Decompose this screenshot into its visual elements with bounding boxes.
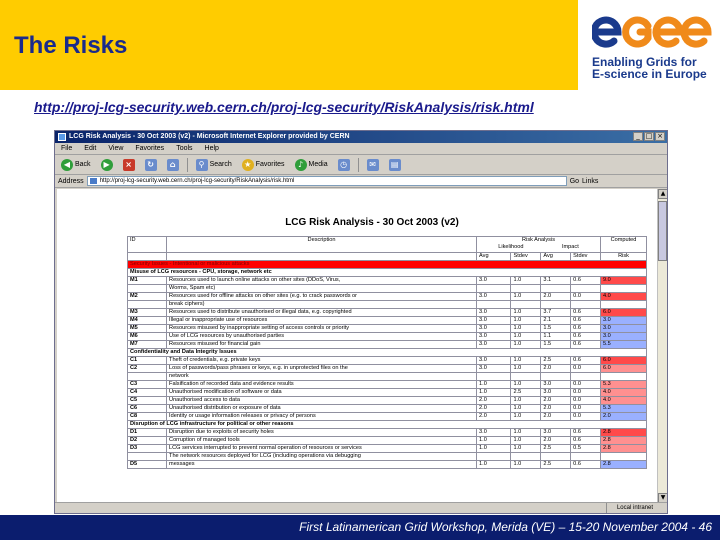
cell-likelihood-stdev: 1.0 (511, 317, 541, 325)
cell-description: Resources used to launch online attacks on other sites (DDoS, Virus, (167, 277, 477, 285)
vertical-scrollbar[interactable] (657, 189, 667, 503)
cell-impact-stdev: 0.0 (571, 365, 601, 373)
cell-likelihood-avg (477, 373, 511, 381)
cell-likelihood-avg: 1.0 (477, 445, 511, 453)
cell-impact-avg: 3.0 (541, 381, 571, 389)
table-subheader-row (128, 253, 647, 261)
cell-impact-avg: 1.5 (541, 341, 571, 349)
table-row (128, 309, 647, 317)
cell-likelihood-avg: 1.0 (477, 381, 511, 389)
star-icon: ★ (242, 159, 254, 171)
menu-edit[interactable]: Edit (84, 145, 97, 152)
cell-description: Corruption of managed tools (167, 437, 477, 445)
table-row (128, 373, 647, 381)
cell-impact-avg: 2.0 (541, 293, 571, 301)
logo-letter-g (626, 20, 648, 44)
cell-impact-avg: 2.0 (541, 405, 571, 413)
cell-likelihood-stdev (511, 453, 541, 461)
cell-id: C8 (128, 413, 167, 421)
cell-impact-avg: 3.7 (541, 309, 571, 317)
cell-description: Falsification of recorded data and evidence results (167, 381, 477, 389)
cell-impact-stdev: 0.0 (571, 413, 601, 421)
cell-id: D3 (128, 445, 167, 453)
menu-favorites[interactable]: Favorites (135, 145, 165, 152)
links-label[interactable]: Links (582, 177, 599, 185)
cell-id: C4 (128, 389, 167, 397)
table-row (128, 421, 647, 429)
cell-description: Unauthorised access to data (167, 397, 477, 405)
cell-impact-avg: 2.0 (541, 437, 571, 445)
table-row (128, 325, 647, 333)
scroll-thumb[interactable] (658, 201, 667, 261)
cell-impact-avg: 1.1 (541, 333, 571, 341)
table-row (128, 365, 647, 373)
menu-view[interactable]: View (108, 145, 124, 152)
refresh-icon: ↻ (145, 159, 157, 171)
search-button[interactable] (194, 157, 234, 173)
media-button[interactable] (293, 157, 330, 173)
cell-description: Loss of passwords/pass phrases or keys, e.g. in unprotected files on the (167, 365, 477, 373)
cell-id: M4 (128, 317, 167, 325)
cell-computed-risk: 2.8 (601, 445, 647, 453)
subheader-blank (128, 253, 167, 261)
cell-impact-stdev: 0.0 (571, 389, 601, 397)
cell-likelihood-stdev: 1.0 (511, 437, 541, 445)
header-computed-risk (601, 237, 647, 253)
cell-description: Identity or usage information releases or privacy of persons (167, 413, 477, 421)
cell-id: M7 (128, 341, 167, 349)
table-row (128, 333, 647, 341)
cell-impact-avg: 1.5 (541, 325, 571, 333)
cell-description: Theft of credentials, e.g. private keys (167, 357, 477, 365)
search-button-label: Search (209, 161, 232, 168)
cell-description: Use of LCG resources by unauthorised parties (167, 333, 477, 341)
table-header-row (128, 237, 647, 253)
cell-likelihood-avg: 1.0 (477, 437, 511, 445)
section-heading: Security Issues - Intentional or malicious attacks (128, 261, 647, 269)
cell-computed-risk: 5.3 (601, 405, 647, 413)
cell-computed-risk: 2.0 (601, 413, 647, 421)
cell-computed-risk: 2.8 (601, 461, 647, 469)
cell-likelihood-stdev (511, 301, 541, 309)
cell-id: M2 (128, 293, 167, 301)
cell-likelihood-stdev: 1.0 (511, 405, 541, 413)
cell-id: D1 (128, 429, 167, 437)
table-row (128, 317, 647, 325)
address-bar (55, 175, 667, 188)
stop-button[interactable] (121, 157, 137, 173)
back-arrow-icon: ◀ (61, 159, 73, 171)
cell-likelihood-avg: 2.0 (477, 397, 511, 405)
stop-icon: × (123, 159, 135, 171)
subheader-stdev: Stdev (571, 253, 601, 261)
cell-impact-stdev: 0.0 (571, 397, 601, 405)
cell-likelihood-stdev: 1.0 (511, 341, 541, 349)
cell-computed-risk: 4.0 (601, 397, 647, 405)
cell-description: Unauthorised modification of software or data (167, 389, 477, 397)
document-title: LCG Risk Analysis - 30 Oct 2003 (v2) (285, 217, 459, 228)
back-button-label: Back (75, 161, 91, 168)
cell-id: M5 (128, 325, 167, 333)
cell-impact-avg (541, 373, 571, 381)
header-description: Description (167, 237, 477, 253)
forward-arrow-icon: ▶ (101, 159, 113, 171)
cell-computed-risk: 6.0 (601, 357, 647, 365)
cell-id: M1 (128, 277, 167, 285)
risk-analysis-url-link[interactable]: http://proj-lcg-security.web.cern.ch/proj-lcg-security/RiskAnalysis/risk.html (34, 99, 534, 115)
cell-impact-avg: 2.0 (541, 365, 571, 373)
scroll-down-icon[interactable]: ▼ (658, 493, 668, 503)
cell-impact-avg: 2.0 (541, 413, 571, 421)
egee-logo-mark (592, 8, 712, 56)
cell-impact-stdev: 0.6 (571, 461, 601, 469)
cell-computed-risk: 2.8 (601, 429, 647, 437)
cell-description: Resources used for offline attacks on other sites (e.g. to crack passwords or (167, 293, 477, 301)
cell-likelihood-stdev: 1.0 (511, 309, 541, 317)
toolbar-separator (187, 158, 188, 172)
cell-likelihood-avg: 1.0 (477, 389, 511, 397)
cell-likelihood-stdev: 2.5 (511, 389, 541, 397)
cell-likelihood-avg: 3.0 (477, 365, 511, 373)
cell-impact-stdev (571, 453, 601, 461)
cell-id (128, 453, 167, 461)
cell-description: Resources misused by inappropriate setting of access controls or priority (167, 325, 477, 333)
cell-id: M6 (128, 333, 167, 341)
cell-computed-risk: 3.0 (601, 333, 647, 341)
scroll-up-icon[interactable]: ▲ (658, 189, 668, 199)
table-row (128, 461, 647, 469)
table-row (128, 349, 647, 357)
header-risk-analysis-label: Risk Analysis (522, 237, 555, 243)
cell-impact-avg (541, 453, 571, 461)
cell-impact-avg: 3.0 (541, 389, 571, 397)
header-computed: Computed (610, 237, 637, 243)
cell-impact-avg: 2.5 (541, 461, 571, 469)
cell-impact-avg: 2.1 (541, 317, 571, 325)
section-heading: Misuse of LCG resources - CPU, storage, network etc (128, 269, 647, 277)
cell-likelihood-avg: 2.0 (477, 405, 511, 413)
table-row (128, 453, 647, 461)
logo-letter-e3 (684, 20, 708, 44)
cell-likelihood-avg: 1.0 (477, 461, 511, 469)
subheader-avg: Avg (477, 253, 511, 261)
maximize-icon[interactable]: □ (645, 132, 653, 140)
cell-likelihood-stdev: 1.0 (511, 461, 541, 469)
menu-help[interactable]: Help (204, 145, 219, 152)
cell-likelihood-avg (477, 285, 511, 293)
cell-impact-stdev: 0.6 (571, 341, 601, 349)
history-icon: ◷ (338, 159, 350, 171)
cell-likelihood-stdev: 1.0 (511, 397, 541, 405)
cell-impact-avg: 2.5 (541, 357, 571, 365)
table-row (128, 437, 647, 445)
close-icon[interactable]: × (655, 132, 665, 141)
cell-likelihood-avg (477, 301, 511, 309)
logo-letter-e1 (594, 20, 618, 44)
refresh-button[interactable] (143, 157, 159, 173)
forward-button[interactable] (99, 157, 115, 173)
cell-impact-avg: 2.5 (541, 445, 571, 453)
search-icon: ⚲ (196, 159, 208, 171)
print-icon: ▤ (389, 159, 401, 171)
slide-footer: First Latinamerican Grid Workshop, Merida (VE) – 15-20 November 2004 - 46 (299, 520, 712, 534)
media-button-label: Media (308, 161, 328, 168)
cell-impact-avg (541, 285, 571, 293)
header-id: ID (128, 237, 167, 253)
cell-computed-risk (601, 453, 647, 461)
minimize-icon[interactable]: _ (633, 132, 643, 141)
cell-computed-risk: 6.0 (601, 309, 647, 317)
ie-icon (58, 133, 66, 141)
risk-table (127, 236, 647, 469)
mail-icon: ✉ (367, 159, 379, 171)
cell-id: C5 (128, 397, 167, 405)
cell-impact-stdev: 0.0 (571, 293, 601, 301)
subheader-stdev: Stdev (511, 253, 541, 261)
cell-likelihood-stdev: 1.0 (511, 381, 541, 389)
home-icon: ⌂ (167, 159, 179, 171)
cell-description: Resources used to distribute unauthorised or illegal data, e.g. copyrighted (167, 309, 477, 317)
window-controls (633, 132, 665, 141)
cell-impact-avg (541, 301, 571, 309)
cell-impact-stdev: 0.6 (571, 357, 601, 365)
cell-impact-avg: 3.1 (541, 277, 571, 285)
table-row (128, 413, 647, 421)
cell-impact-stdev: 0.6 (571, 317, 601, 325)
cell-likelihood-avg: 3.0 (477, 317, 511, 325)
cell-computed-risk: 4.0 (601, 389, 647, 397)
cell-id: D2 (128, 437, 167, 445)
table-row (128, 445, 647, 453)
cell-impact-stdev (571, 301, 601, 309)
cell-id: D5 (128, 461, 167, 469)
cell-description: LCG services interrupted to prevent normal operation of resources or services (167, 445, 477, 453)
subheader-blank (167, 253, 477, 261)
cell-computed-risk: 5.5 (601, 341, 647, 349)
section-heading: Confidentiality and Data Integrity Issues (128, 349, 647, 357)
cell-impact-stdev (571, 373, 601, 381)
cell-likelihood-stdev: 1.0 (511, 413, 541, 421)
go-button[interactable]: Go (569, 177, 580, 185)
cell-likelihood-stdev: 1.0 (511, 365, 541, 373)
cell-computed-risk (601, 285, 647, 293)
cell-description: Disruption due to exploits of security holes (167, 429, 477, 437)
header-likelihood-impact (479, 244, 598, 251)
cell-computed-risk: 3.0 (601, 317, 647, 325)
slide-title: The Risks (14, 32, 128, 59)
cell-likelihood-stdev: 1.0 (511, 293, 541, 301)
browser-toolbar (55, 155, 667, 175)
cell-description: Illegal or inappropriate use of resources (167, 317, 477, 325)
table-row (128, 357, 647, 365)
cell-id: M3 (128, 309, 167, 317)
cell-id: C3 (128, 381, 167, 389)
table-row (128, 389, 647, 397)
favorites-button[interactable] (240, 157, 287, 173)
cell-computed-risk (601, 373, 647, 381)
cell-likelihood-stdev: 1.0 (511, 429, 541, 437)
address-input[interactable]: http://proj-lcg-security.web.cern.ch/proj-lcg-security/RiskAnalysis/risk.html (87, 176, 567, 186)
cell-computed-risk: 4.0 (601, 293, 647, 301)
history-button[interactable] (336, 157, 352, 173)
favorites-button-label: Favorites (255, 161, 285, 168)
table-row (128, 293, 647, 301)
cell-computed-risk: 5.3 (601, 381, 647, 389)
cell-description: Resources misused for financial gain (167, 341, 477, 349)
cell-likelihood-stdev: 1.0 (511, 277, 541, 285)
cell-likelihood-avg: 3.0 (477, 277, 511, 285)
home-button[interactable] (165, 157, 181, 173)
cell-id: C2 (128, 365, 167, 373)
menu-file[interactable]: File (61, 145, 73, 152)
browser-statusbar (55, 502, 667, 513)
table-row (128, 397, 647, 405)
subheader-avg: Avg (541, 253, 571, 261)
cell-impact-stdev: 0.6 (571, 325, 601, 333)
cell-description: break ciphers) (167, 301, 477, 309)
cell-likelihood-avg: 3.0 (477, 309, 511, 317)
cell-likelihood-avg: 3.0 (477, 357, 511, 365)
cell-impact-avg: 2.0 (541, 397, 571, 405)
cell-likelihood-stdev (511, 373, 541, 381)
cell-id: C6 (128, 405, 167, 413)
table-row (128, 285, 647, 293)
mail-button[interactable] (365, 157, 381, 173)
cell-impact-stdev: 0.6 (571, 309, 601, 317)
table-row (128, 269, 647, 277)
cell-id (128, 285, 167, 293)
cell-impact-stdev: 0.6 (571, 437, 601, 445)
cell-likelihood-avg: 3.0 (477, 293, 511, 301)
cell-impact-stdev: 0.0 (571, 405, 601, 413)
section-heading: Disruption of LCG infrastructure for political or other reasons (128, 421, 647, 429)
header-risk-analysis (477, 237, 601, 253)
table-row (128, 405, 647, 413)
browser-window-title: LCG Risk Analysis - 30 Oct 2003 (v2) - Microsoft Internet Explorer provided by CERN (69, 133, 350, 140)
cell-impact-stdev: 0.6 (571, 277, 601, 285)
toolbar-separator (358, 158, 359, 172)
back-button[interactable] (59, 157, 93, 173)
cell-id: C1 (128, 357, 167, 365)
table-row (128, 341, 647, 349)
cell-computed-risk: 2.8 (601, 437, 647, 445)
table-row (128, 301, 647, 309)
cell-impact-avg: 3.0 (541, 429, 571, 437)
status-zone: Local intranet (606, 503, 653, 513)
cell-likelihood-stdev: 1.0 (511, 445, 541, 453)
cell-likelihood-stdev: 1.0 (511, 357, 541, 365)
browser-menubar (55, 143, 667, 155)
table-row (128, 381, 647, 389)
cell-impact-stdev (571, 285, 601, 293)
media-icon: ♪ (295, 159, 307, 171)
cell-likelihood-avg: 3.0 (477, 341, 511, 349)
cell-id (128, 373, 167, 381)
cell-description: network (167, 373, 477, 381)
browser-screenshot (54, 130, 668, 514)
logo-tagline: Enabling Grids for E-science in Europe (592, 55, 707, 81)
cell-likelihood-avg: 3.0 (477, 325, 511, 333)
cell-impact-stdev: 0.5 (571, 445, 601, 453)
table-row (128, 429, 647, 437)
table-row (128, 277, 647, 285)
cell-likelihood-stdev: 1.0 (511, 325, 541, 333)
menu-tools[interactable]: Tools (176, 145, 193, 152)
cell-description: Worms, Spam etc) (167, 285, 477, 293)
cell-impact-stdev: 0.0 (571, 381, 601, 389)
cell-likelihood-avg: 3.0 (477, 333, 511, 341)
cell-computed-risk (601, 301, 647, 309)
table-row (128, 261, 647, 269)
logo-letter-e2 (656, 20, 680, 44)
cell-impact-stdev: 0.6 (571, 429, 601, 437)
header-impact: Impact (561, 244, 579, 250)
cell-likelihood-stdev (511, 285, 541, 293)
cell-likelihood-avg: 3.0 (477, 429, 511, 437)
address-label: Address (58, 177, 84, 185)
cell-id (128, 301, 167, 309)
page-content (57, 189, 657, 503)
cell-computed-risk: 9.0 (601, 277, 647, 285)
cell-description: messages (167, 461, 477, 469)
cell-likelihood-avg: 2.0 (477, 413, 511, 421)
cell-likelihood-avg (477, 453, 511, 461)
header-likelihood: Likelihood (498, 244, 524, 250)
subheader-risk: Risk (601, 253, 647, 261)
cell-description: The network resources deployed for LCG (including operations via debugging (167, 453, 477, 461)
print-button[interactable] (387, 157, 403, 173)
browser-titlebar (55, 131, 667, 143)
risk-table-body (128, 261, 647, 469)
cell-computed-risk: 3.0 (601, 325, 647, 333)
cell-likelihood-stdev: 1.0 (511, 333, 541, 341)
cell-computed-risk: 6.0 (601, 365, 647, 373)
cell-impact-stdev: 0.6 (571, 333, 601, 341)
cell-description: Unauthorised distribution or exposure of data (167, 405, 477, 413)
